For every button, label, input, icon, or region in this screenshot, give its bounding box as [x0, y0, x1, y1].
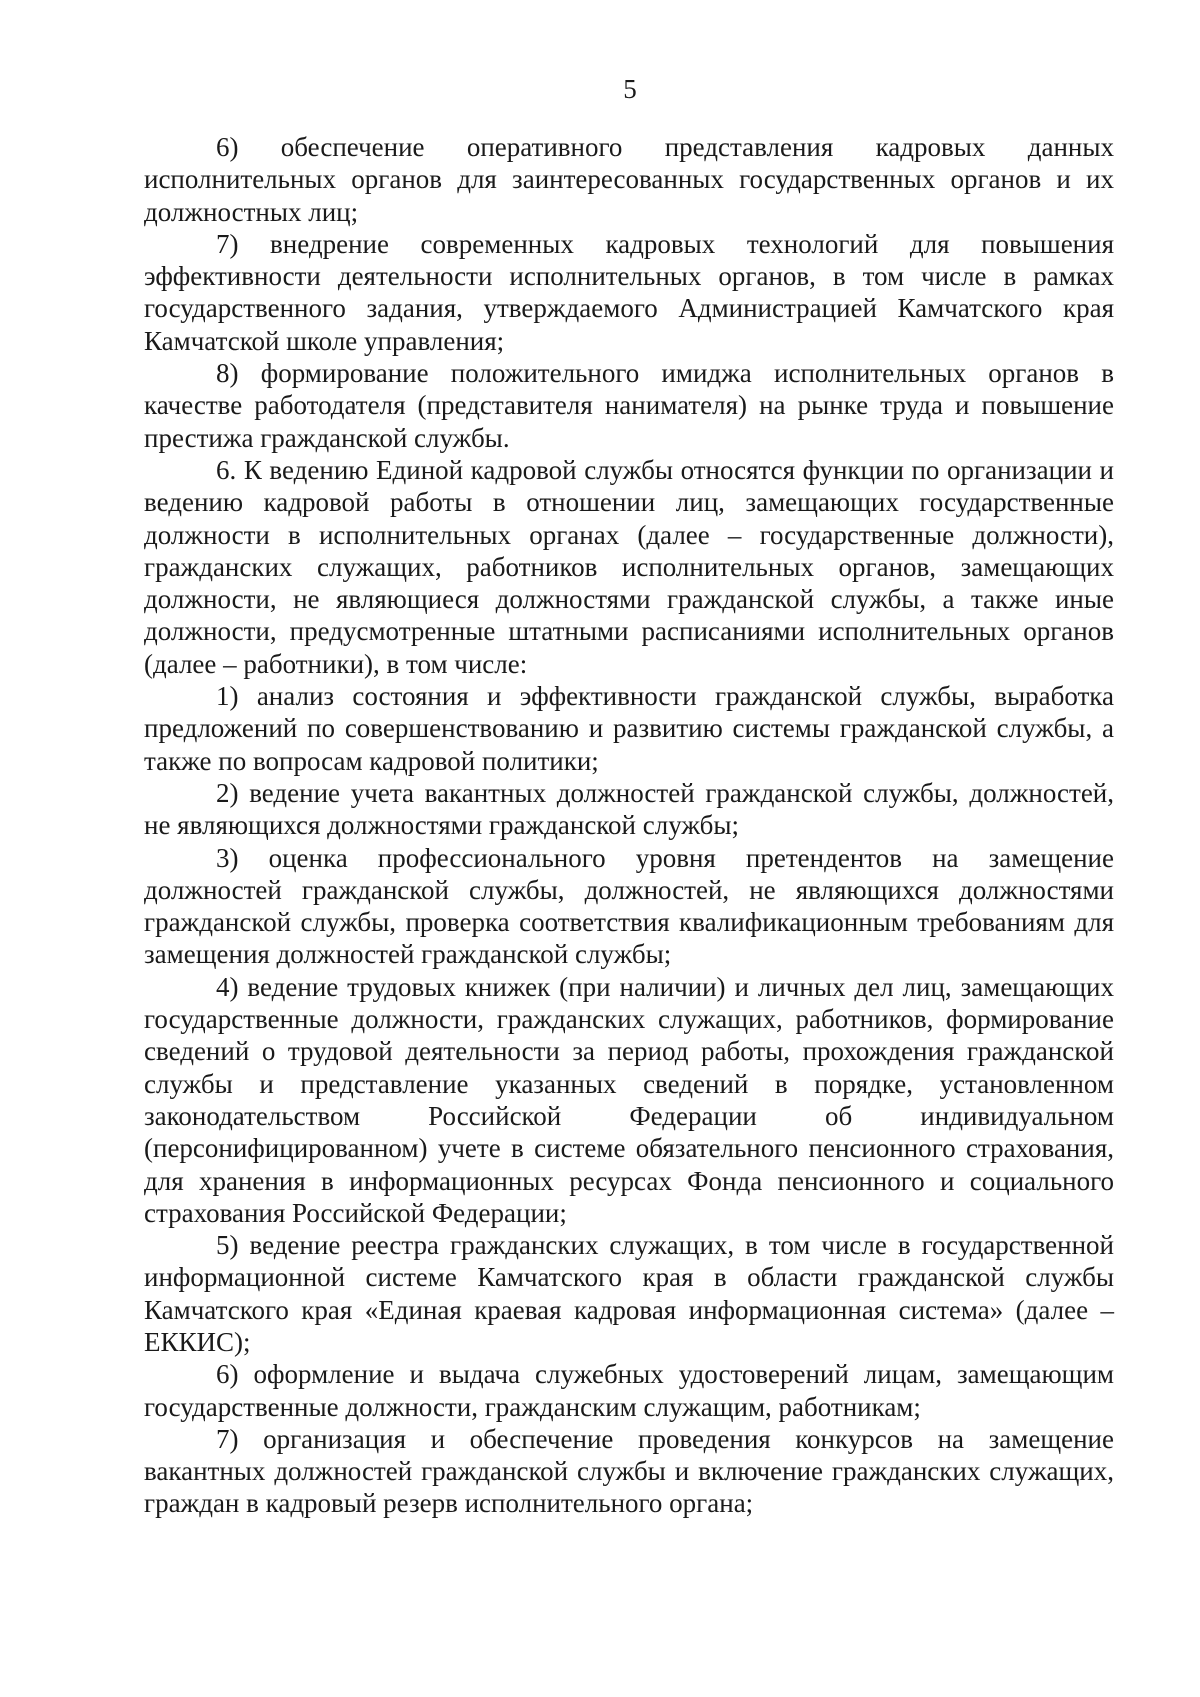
paragraph-function-3: 3) оценка профессионального уровня претендентов на замещение должностей гражданской службы, должностей, не являющихся должностями гражданской службы, проверка соответствия квалификационным требованиям для замещения должностей гражданской службы; [144, 842, 1114, 970]
paragraph-function-4: 4) ведение трудовых книжек (при наличии) и личных дел лиц, замещающих государственные должности, гражданских служащих, работников, формирование сведений о трудовой деятельности за период работы, прохождения гражданской службы и представление указанных сведений в порядке, установленном законодательством Российской Федерации об индивидуальном (персонифицированном) учете в системе обязательного пенсионного страхования, для хранения в информационных ресурсах Фонда пенсионного и социального страхования Российской Федерации; [144, 971, 1114, 1228]
paragraph-function-6: 6) оформление и выдача служебных удостоверений лицам, замещающим государственные должности, гражданским служащим, работникам; [144, 1359, 1114, 1422]
paragraph-function-2: 2) ведение учета вакантных должностей гражданской службы, должностей, не являющихся должностями гражданской службы; [144, 777, 1114, 841]
document-body [144, 131, 1114, 1520]
paragraph-item-7: 7) внедрение современных кадровых технологий для повышения эффективности деятельности исполнительных органов, в том числе в рамках государственного задания, утверждаемого Администрацией Камчатского края Камчатской школе управления; [144, 228, 1114, 356]
paragraph-function-5: 5) ведение реестра гражданских служащих, в том числе в государственной информационной системе Камчатского края в области гражданской службы Камчатского края «Единая краевая кадровая информационная система» (далее – ЕККИС); [144, 1230, 1114, 1357]
paragraph-item-6: 6) обеспечение оперативного представления кадровых данных исполнительных органов для заинтересованных государственных органов и их должностных лиц; [144, 132, 1114, 227]
paragraph-section-6: 6. К ведению Единой кадровой службы относятся функции по организации и ведению кадровой работы в отношении лиц, замещающих государственные должности в исполнительных органах (далее – государственные должности), гражданских служащих, работников исполнительных органов, замещающих должности, не являющиеся должностями гражданской службы, а также иные должности, предусмотренные штатными расписаниями исполнительных органов (далее – работники), в том числе: [144, 454, 1114, 679]
paragraph-item-8: 8) формирование положительного имиджа исполнительных органов в качестве работодателя (представителя нанимателя) на рынке труда и повышение престижа гражданской службы. [144, 358, 1114, 453]
paragraph-function-1: 1) анализ состояния и эффективности гражданской службы, выработка предложений по совершенствованию и развитию системы гражданской службы, а также по вопросам кадровой политики; [144, 681, 1114, 776]
paragraph-function-7: 7) организация и обеспечение проведения конкурсов на замещение вакантных должностей гражданской службы и включение гражданских служащих, граждан в кадровый резерв исполнительного органа; [144, 1423, 1114, 1519]
page-number: 5 [623, 74, 637, 104]
